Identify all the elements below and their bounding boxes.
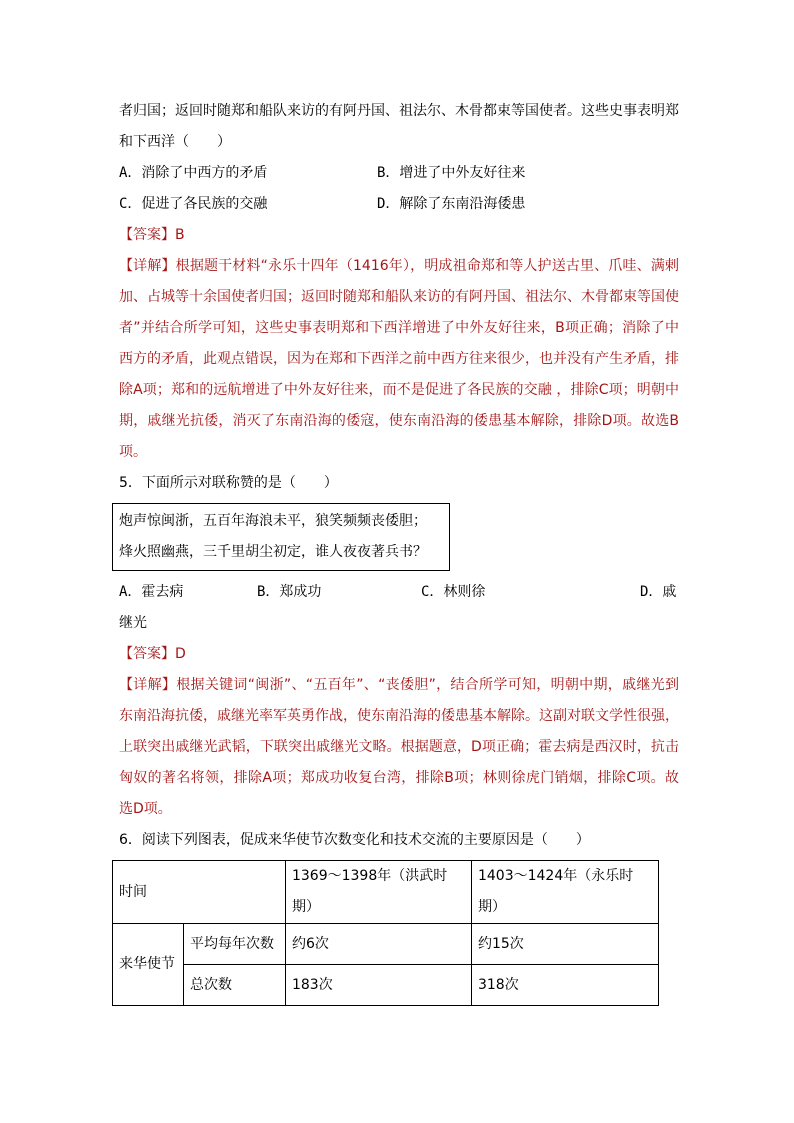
q4-option-d: D．解除了东南沿海倭患 — [377, 196, 526, 212]
q5-option-c: C．林则徐 — [421, 584, 486, 600]
q4-option-a: A．消除了中西方的矛盾 — [119, 165, 268, 181]
q5-stem: 5．下面所示对联称赞的是（ ） — [119, 475, 338, 491]
table-cell: 318次 — [471, 965, 658, 1006]
q4-stem-line-1: 者归国；返回时随郑和船队来访的有阿丹国、祖法尔、木骨都束等国使者。这些史事表明郑 — [119, 103, 679, 119]
table-cell: 约6次 — [285, 924, 471, 965]
q4-option-c: C．促进了各民族的交融 — [119, 196, 268, 212]
document-content — [119, 96, 679, 1006]
answer-value: B — [175, 227, 185, 243]
q4-answer — [119, 220, 679, 251]
table-cell: 183次 — [285, 965, 471, 1006]
couplet-line-2: 烽火照幽燕，三千里胡尘初定，谁人夜夜著兵书？ — [119, 544, 427, 560]
couplet-box — [112, 503, 450, 571]
analysis-label: 【详解】 — [119, 677, 177, 693]
envoy-table — [112, 860, 659, 1006]
q6-stem: 6．阅读下列图表，促成来华使节次数变化和技术交流的主要原因是（ ） — [119, 832, 590, 848]
table-row — [113, 965, 659, 1006]
q4-stem-line-2: 和下西洋（ ） — [119, 134, 231, 150]
q5-analysis — [119, 670, 679, 825]
answer-label: 【答案】 — [119, 227, 175, 243]
analysis-label: 【详解】 — [119, 258, 176, 274]
answer-label: 【答案】 — [119, 646, 175, 662]
table-header-cell: 1403～1424年（永乐时期） — [471, 861, 658, 924]
table-cell: 总次数 — [184, 965, 286, 1006]
table-header-cell: 1369～1398年（洪武时期） — [285, 861, 471, 924]
table-row — [113, 924, 659, 965]
table-cell: 平均每年次数 — [184, 924, 286, 965]
analysis-text: 根据题干材料“永乐十四年（1416年），明成祖命郑和等人护送古里、爪哇、满剌加、占城等十余国使者归国；返回时随郑和船队来访的有阿丹国、祖法尔、木骨都束等国使者”并结合所学可知，这些史事表明郑和下西洋增进了中外友好往来，B项正确；消除了中西方的矛盾，此观点错误，因为在郑和下西洋之前中西方往来很少，也并没有产生矛盾，排除A项；郑和的远航增进了中外友好往来，而不是促进了各民族的交融 ，排除C项；明朝中期，戚继光抗倭，消灭了东南沿海的倭寇，使东南沿海的倭患基本解除，排除D项。故选B项。 — [119, 258, 680, 460]
table-cell: 约15次 — [471, 924, 658, 965]
table-row-group-label: 来华使节 — [113, 924, 184, 1006]
answer-value: D — [175, 646, 186, 662]
q4-options-row-1 — [119, 158, 679, 189]
q4-option-b: B．增进了中外友好往来 — [377, 165, 526, 181]
table-header-row — [113, 861, 659, 924]
table-header-cell: 时间 — [113, 861, 286, 924]
q5-option-d: D．戚 — [640, 584, 677, 600]
analysis-text: 根据关键词“闽浙”、“五百年”、“丧倭胆”，结合所学可知，明朝中期，戚继光到东南沿海抗倭，戚继光率军英勇作战，使东南沿海的倭患基本解除。这副对联文学性很强，上联突出戚继光武韬，下联突出戚继光文略。根据题意，D项正确；霍去病是西汉时，抗击匈奴的著名将领，排除A项；郑成功收复台湾，排除B项；林则徐虎门销烟，排除C项。故选D项。 — [119, 677, 680, 817]
q5-option-d-wrap: 继光 — [119, 615, 147, 631]
q5-answer — [119, 639, 679, 670]
q4-analysis — [119, 251, 679, 468]
q5-option-a: A．霍去病 — [119, 584, 184, 600]
couplet-line-1: 炮声惊闽浙，五百年海浪未平，狼笑频频丧倭胆； — [119, 513, 427, 529]
q5-options-row — [119, 577, 679, 608]
q5-option-b: B．郑成功 — [257, 584, 322, 600]
q4-options-row-2 — [119, 189, 679, 220]
